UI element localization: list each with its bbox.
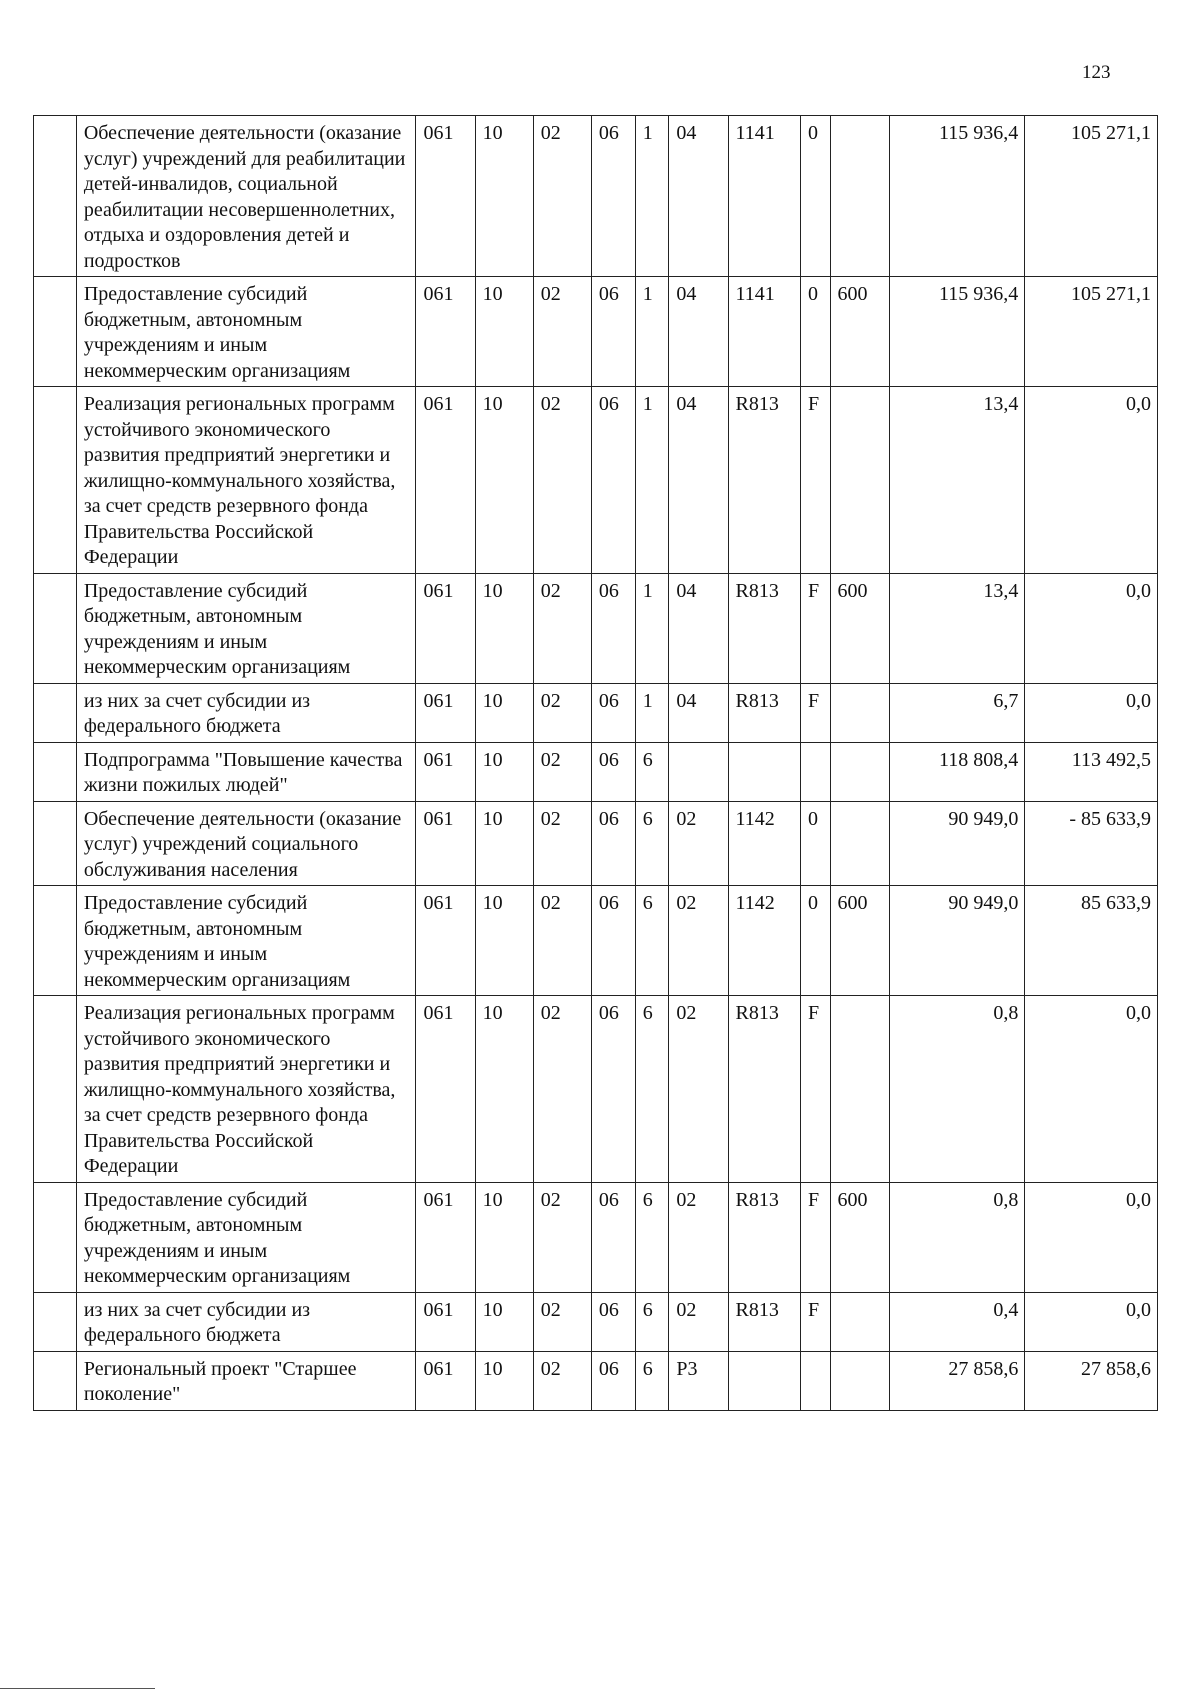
code-cell: 600 <box>830 1182 889 1292</box>
amount-executed-cell: 0,0 <box>1025 573 1158 683</box>
code-cell: 02 <box>533 277 591 387</box>
code-cell: 1 <box>635 683 669 742</box>
code-cell: 06 <box>591 116 635 277</box>
amount-executed-cell: - 85 633,9 <box>1025 801 1158 886</box>
code-cell: 02 <box>669 801 728 886</box>
table-row <box>34 683 1158 742</box>
code-cell: 10 <box>475 573 533 683</box>
code-cell: 1141 <box>728 277 800 387</box>
item-name-cell: Предоставление субсидий бюджетным, автономным учреждениям и иным некоммерческим организациям <box>76 573 416 683</box>
budget-table <box>33 115 1158 1411</box>
code-cell: 10 <box>475 801 533 886</box>
code-cell: 061 <box>416 996 475 1183</box>
code-cell: 0 <box>800 886 830 996</box>
code-cell <box>830 387 889 574</box>
row-marker-cell <box>34 1182 77 1292</box>
item-name-cell: Региональный проект "Старшее поколение" <box>76 1351 416 1410</box>
code-cell: 061 <box>416 886 475 996</box>
item-name-cell: Предоставление субсидий бюджетным, автономным учреждениям и иным некоммерческим организациям <box>76 886 416 996</box>
table-row <box>34 116 1158 277</box>
code-cell: 061 <box>416 387 475 574</box>
table-row <box>34 996 1158 1183</box>
code-cell <box>830 683 889 742</box>
code-cell: 10 <box>475 1182 533 1292</box>
code-cell: 061 <box>416 573 475 683</box>
amount-executed-cell: 0,0 <box>1025 387 1158 574</box>
table-row <box>34 387 1158 574</box>
table-row <box>34 1182 1158 1292</box>
code-cell: F <box>800 683 830 742</box>
page-number: 123 <box>1082 62 1111 83</box>
row-marker-cell <box>34 387 77 574</box>
amount-plan-cell: 0,4 <box>889 1292 1025 1351</box>
amount-executed-cell: 0,0 <box>1025 1182 1158 1292</box>
code-cell: 04 <box>669 573 728 683</box>
code-cell: 061 <box>416 1292 475 1351</box>
row-marker-cell <box>34 1292 77 1351</box>
code-cell: 061 <box>416 116 475 277</box>
code-cell <box>728 742 800 801</box>
code-cell: 1142 <box>728 886 800 996</box>
row-marker-cell <box>34 683 77 742</box>
code-cell: 6 <box>635 886 669 996</box>
code-cell: 6 <box>635 801 669 886</box>
code-cell <box>830 1351 889 1410</box>
code-cell: R813 <box>728 1292 800 1351</box>
table-row <box>34 742 1158 801</box>
table-row <box>34 1351 1158 1410</box>
code-cell: R813 <box>728 1182 800 1292</box>
code-cell: R813 <box>728 996 800 1183</box>
amount-plan-cell: 13,4 <box>889 387 1025 574</box>
code-cell <box>800 742 830 801</box>
code-cell: 06 <box>591 996 635 1183</box>
code-cell <box>830 1292 889 1351</box>
amount-plan-cell: 118 808,4 <box>889 742 1025 801</box>
amount-plan-cell: 90 949,0 <box>889 801 1025 886</box>
code-cell: 06 <box>591 573 635 683</box>
item-name-cell: Подпрограмма "Повышение качества жизни пожилых людей" <box>76 742 416 801</box>
code-cell: 1142 <box>728 801 800 886</box>
code-cell: 10 <box>475 387 533 574</box>
code-cell: 10 <box>475 277 533 387</box>
code-cell: 06 <box>591 886 635 996</box>
code-cell: F <box>800 573 830 683</box>
amount-executed-cell: 0,0 <box>1025 683 1158 742</box>
row-marker-cell <box>34 1351 77 1410</box>
row-marker-cell <box>34 277 77 387</box>
code-cell: 02 <box>533 1292 591 1351</box>
code-cell: 02 <box>533 801 591 886</box>
amount-executed-cell: 85 633,9 <box>1025 886 1158 996</box>
code-cell: R813 <box>728 387 800 574</box>
code-cell: 04 <box>669 683 728 742</box>
code-cell: 6 <box>635 996 669 1183</box>
amount-plan-cell: 27 858,6 <box>889 1351 1025 1410</box>
bottom-edge-line <box>0 1688 155 1689</box>
code-cell: 02 <box>533 116 591 277</box>
row-marker-cell <box>34 801 77 886</box>
code-cell: F <box>800 996 830 1183</box>
table-row <box>34 1292 1158 1351</box>
code-cell: 0 <box>800 277 830 387</box>
code-cell: 10 <box>475 683 533 742</box>
code-cell: 02 <box>669 1182 728 1292</box>
item-name-cell: Предоставление субсидий бюджетным, автономным учреждениям и иным некоммерческим организациям <box>76 277 416 387</box>
code-cell: 02 <box>533 1182 591 1292</box>
code-cell: 6 <box>635 1292 669 1351</box>
code-cell: 10 <box>475 886 533 996</box>
amount-plan-cell: 13,4 <box>889 573 1025 683</box>
code-cell: 1 <box>635 573 669 683</box>
code-cell: 06 <box>591 277 635 387</box>
row-marker-cell <box>34 573 77 683</box>
amount-plan-cell: 90 949,0 <box>889 886 1025 996</box>
code-cell: 04 <box>669 387 728 574</box>
code-cell: 6 <box>635 742 669 801</box>
code-cell: 06 <box>591 1292 635 1351</box>
row-marker-cell <box>34 116 77 277</box>
code-cell: 02 <box>669 996 728 1183</box>
code-cell <box>800 1351 830 1410</box>
code-cell: 06 <box>591 387 635 574</box>
code-cell: 061 <box>416 801 475 886</box>
code-cell: 061 <box>416 742 475 801</box>
table-row <box>34 801 1158 886</box>
code-cell: 10 <box>475 996 533 1183</box>
item-name-cell: Обеспечение деятельности (оказание услуг) учреждений для реабилитации детей-инвалидов, социальной реабилитации несовершеннолетних, отдыха и оздоровления детей и подростков <box>76 116 416 277</box>
code-cell: 06 <box>591 1182 635 1292</box>
code-cell: 061 <box>416 277 475 387</box>
code-cell: 6 <box>635 1351 669 1410</box>
code-cell: 10 <box>475 1292 533 1351</box>
code-cell: F <box>800 1182 830 1292</box>
row-marker-cell <box>34 742 77 801</box>
code-cell: 02 <box>533 886 591 996</box>
code-cell <box>830 742 889 801</box>
code-cell: 06 <box>591 801 635 886</box>
code-cell <box>728 1351 800 1410</box>
amount-executed-cell: 27 858,6 <box>1025 1351 1158 1410</box>
code-cell: 04 <box>669 116 728 277</box>
code-cell: 1 <box>635 277 669 387</box>
table-row <box>34 886 1158 996</box>
code-cell: 600 <box>830 886 889 996</box>
code-cell: 10 <box>475 1351 533 1410</box>
code-cell: 02 <box>533 387 591 574</box>
amount-plan-cell: 6,7 <box>889 683 1025 742</box>
code-cell: 06 <box>591 742 635 801</box>
amount-plan-cell: 0,8 <box>889 996 1025 1183</box>
code-cell: 1141 <box>728 116 800 277</box>
code-cell: F <box>800 1292 830 1351</box>
code-cell: R813 <box>728 683 800 742</box>
table-row <box>34 277 1158 387</box>
item-name-cell: Реализация региональных программ устойчивого экономического развития предприятий энергетики и жилищно-коммунального хозяйства, за счет средств резервного фонда Правительства Российской Федерации <box>76 996 416 1183</box>
item-name-cell: из них за счет субсидии из федерального бюджета <box>76 683 416 742</box>
row-marker-cell <box>34 996 77 1183</box>
code-cell: F <box>800 387 830 574</box>
code-cell: Р3 <box>669 1351 728 1410</box>
amount-executed-cell: 113 492,5 <box>1025 742 1158 801</box>
code-cell: 1 <box>635 116 669 277</box>
code-cell <box>830 996 889 1183</box>
code-cell: R813 <box>728 573 800 683</box>
code-cell: 10 <box>475 116 533 277</box>
code-cell: 02 <box>533 573 591 683</box>
item-name-cell: Обеспечение деятельности (оказание услуг) учреждений социального обслуживания населения <box>76 801 416 886</box>
amount-executed-cell: 105 271,1 <box>1025 116 1158 277</box>
code-cell: 061 <box>416 1351 475 1410</box>
code-cell: 02 <box>669 886 728 996</box>
amount-plan-cell: 0,8 <box>889 1182 1025 1292</box>
code-cell: 0 <box>800 116 830 277</box>
code-cell: 02 <box>533 996 591 1183</box>
code-cell: 061 <box>416 683 475 742</box>
code-cell <box>830 801 889 886</box>
code-cell: 0 <box>800 801 830 886</box>
code-cell: 02 <box>533 1351 591 1410</box>
code-cell: 6 <box>635 1182 669 1292</box>
item-name-cell: Предоставление субсидий бюджетным, автономным учреждениям и иным некоммерческим организациям <box>76 1182 416 1292</box>
amount-executed-cell: 0,0 <box>1025 1292 1158 1351</box>
code-cell: 1 <box>635 387 669 574</box>
code-cell: 061 <box>416 1182 475 1292</box>
row-marker-cell <box>34 886 77 996</box>
code-cell: 600 <box>830 573 889 683</box>
code-cell: 02 <box>533 742 591 801</box>
table-row <box>34 573 1158 683</box>
amount-executed-cell: 105 271,1 <box>1025 277 1158 387</box>
code-cell: 600 <box>830 277 889 387</box>
code-cell <box>669 742 728 801</box>
code-cell <box>830 116 889 277</box>
code-cell: 04 <box>669 277 728 387</box>
amount-executed-cell: 0,0 <box>1025 996 1158 1183</box>
code-cell: 02 <box>669 1292 728 1351</box>
amount-plan-cell: 115 936,4 <box>889 277 1025 387</box>
item-name-cell: из них за счет субсидии из федерального бюджета <box>76 1292 416 1351</box>
code-cell: 02 <box>533 683 591 742</box>
item-name-cell: Реализация региональных программ устойчивого экономического развития предприятий энергетики и жилищно-коммунального хозяйства, за счет средств резервного фонда Правительства Российской Федерации <box>76 387 416 574</box>
code-cell: 06 <box>591 683 635 742</box>
code-cell: 06 <box>591 1351 635 1410</box>
amount-plan-cell: 115 936,4 <box>889 116 1025 277</box>
code-cell: 10 <box>475 742 533 801</box>
